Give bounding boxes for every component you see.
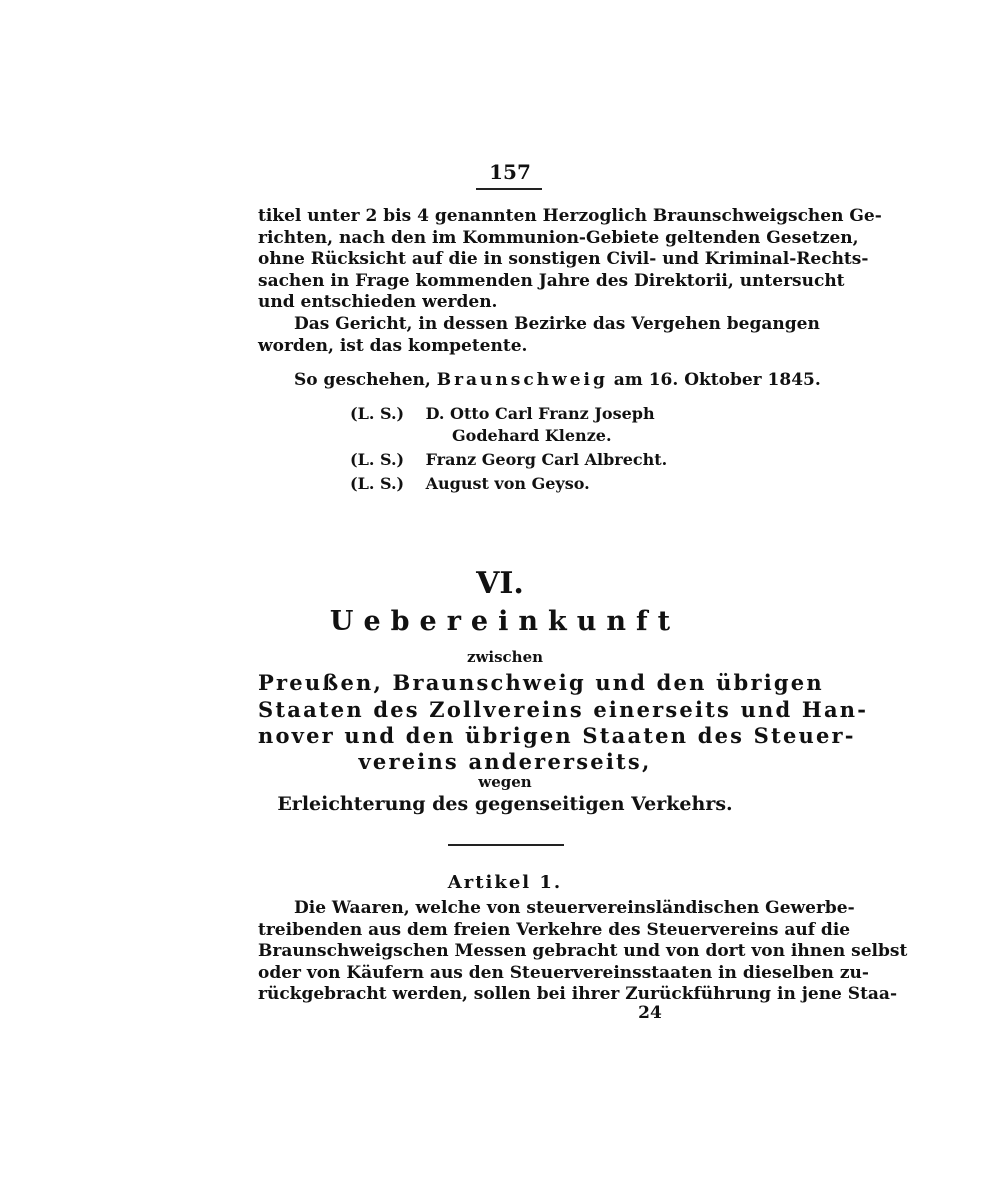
section-divider [448,844,564,846]
section-between: zwischen [466,648,544,666]
text-line: richten, nach den im Kommunion-Gebiete geltenden Gesetzen, [258,227,859,248]
text-line: oder von Käufern aus den Steuervereinsstaaten in dieselben zu- [258,962,869,983]
text-line: rückgebracht werden, sollen bei ihrer Zurückführung in jene Staa- [258,984,898,1005]
text-line: ohne Rücksicht auf die in sonstigen Civil- und Kriminal-Rechts- [258,249,869,270]
signature-row-continuation [452,426,612,445]
signatory-name: August von Geyso. [425,474,590,493]
text-line: sachen in Frage kommenden Jahre des Direktorii, untersucht [258,270,845,291]
page-number-rule [476,188,542,190]
printer-signature-mark: 24 [638,1003,662,1023]
title-line: vereins andererseits, [358,749,652,774]
article-text [258,898,908,1006]
dateline [258,370,821,392]
dateline-place: Braunschweig [436,370,608,390]
signatory-name: Franz Georg Carl Albrecht. [425,450,668,469]
section-subtitle: Erleichterung des gegenseitigen Verkehrs. [277,793,733,815]
title-line: Staaten des Zollvereins einerseits und Han- [258,697,869,722]
section-wegen: wegen [478,773,532,791]
text-line: tikel unter 2 bis 4 genannten Herzoglich Braunschweigschen Ge- [258,206,882,226]
text-line: Die Waaren, welche von steuervereinsländischen Gewerbe- [294,898,855,918]
seal-mark: (L. S.) [350,474,405,493]
page-number: 157 [489,160,531,184]
section-numeral: VI. [476,566,524,601]
paragraph-competence [258,314,820,357]
signature-row [350,450,667,469]
article-heading: Artikel 1. [447,872,563,893]
dateline-prefix: So geschehen, [294,370,431,390]
text-line: und entschieden werden. [258,292,498,313]
text-line: Das Gericht, in dessen Bezirke das Vergehen begangen [294,314,820,334]
paragraph-continuation [258,206,882,314]
seal-mark: (L. S.) [350,404,405,423]
text-line: Braunschweigschen Messen gebracht und von dort von ihnen selbst [258,941,908,962]
signatory-name: D. Otto Carl Franz Joseph [425,404,655,423]
signature-row [350,404,655,423]
dateline-date: am 16. Oktober 1845. [613,370,821,390]
signature-row [350,474,590,493]
title-line: Preußen, Braunschweig und den übrigen [258,670,824,695]
text-line: treibenden aus dem freien Verkehre des Steuervereins auf die [258,919,851,940]
seal-mark: (L. S.) [350,450,405,469]
signatory-name-continued: Godehard Klenze. [452,426,612,445]
section-title: Uebereinkunft [329,606,681,637]
text-line: worden, ist das kompetente. [258,335,528,356]
title-line: nover und den übrigen Staaten des Steuer- [258,723,856,748]
